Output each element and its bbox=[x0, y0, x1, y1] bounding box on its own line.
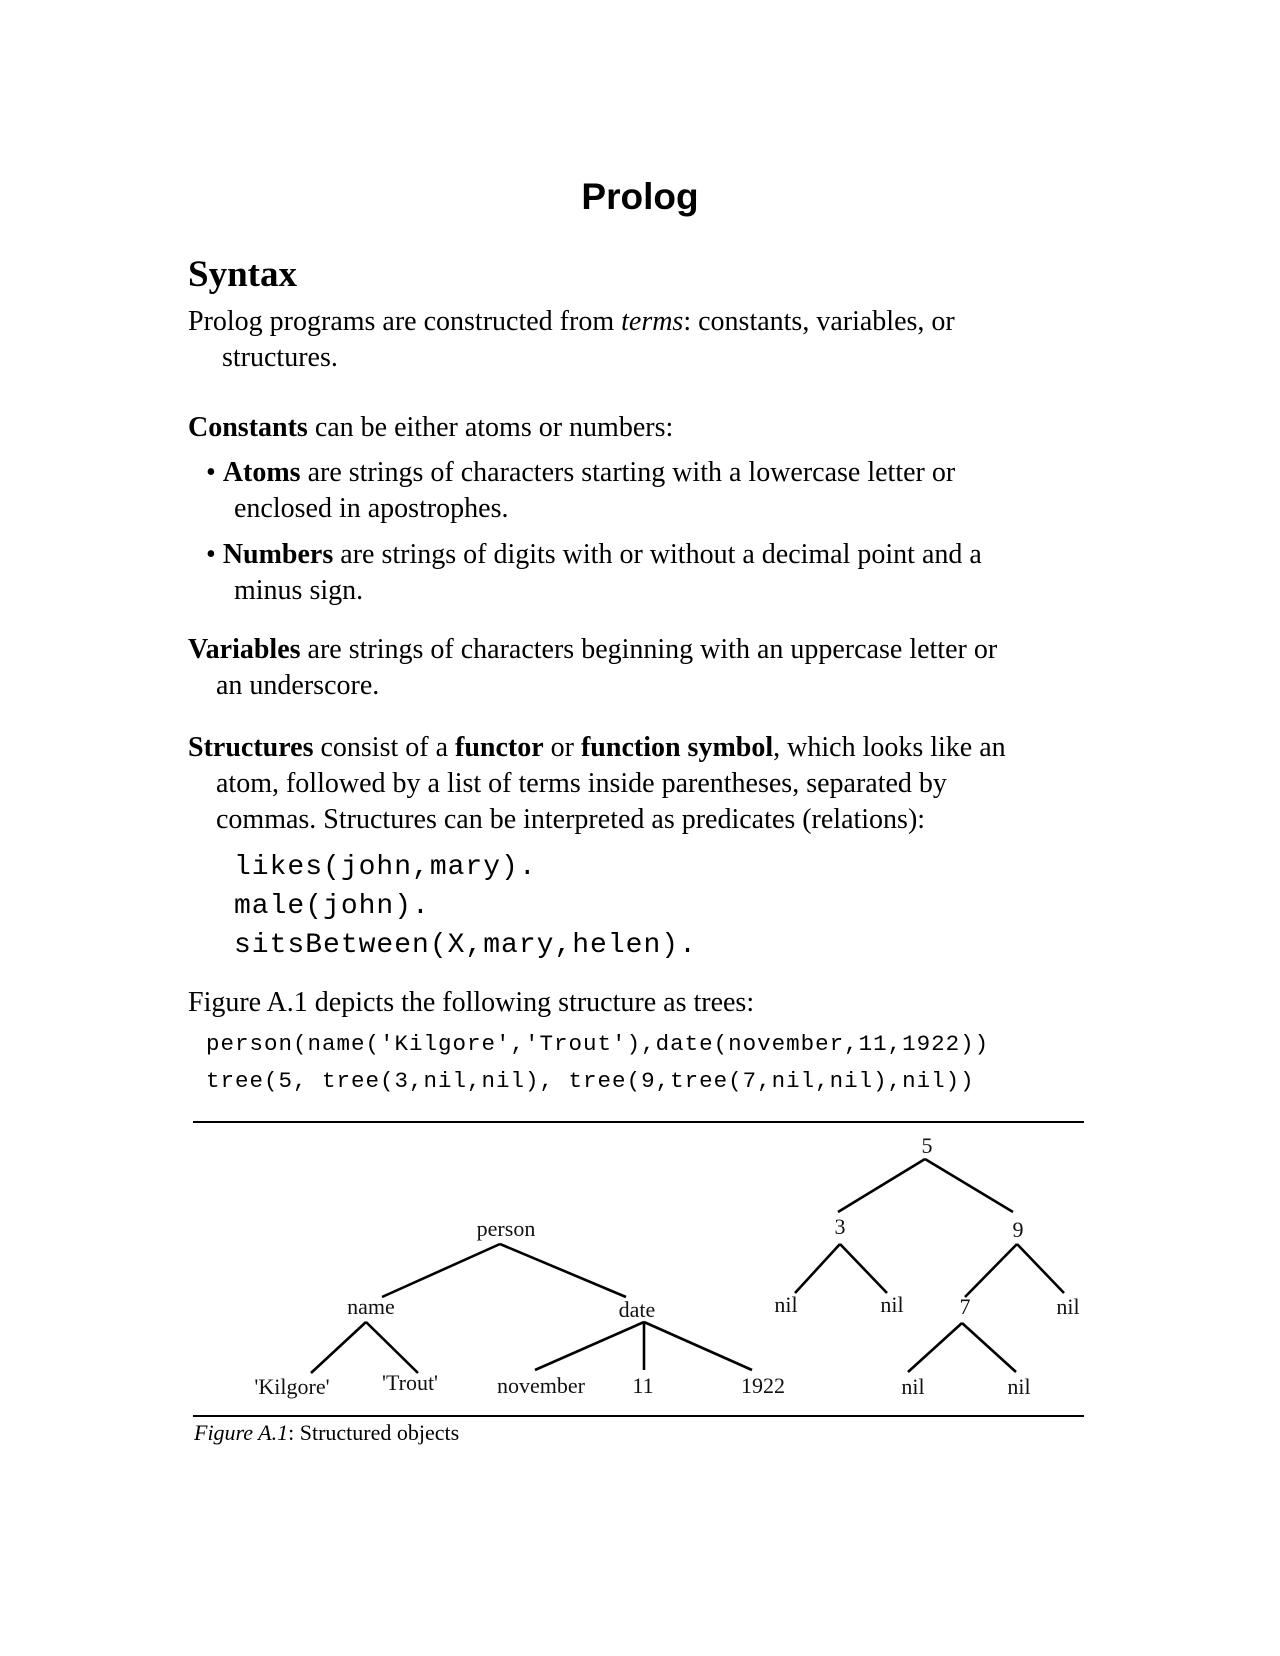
page-title: Prolog bbox=[581, 176, 699, 217]
structures-text3: , which looks like an bbox=[773, 732, 1006, 763]
leaf-november: november bbox=[497, 1373, 585, 1398]
variables-text: are strings of characters beginning with an uppercase letter or bbox=[300, 634, 998, 665]
constants-term: Constants bbox=[188, 412, 308, 443]
bullet-symbol: • bbox=[206, 457, 216, 488]
code-example: likes(john,mary). bbox=[234, 852, 537, 883]
code-example: sitsBetween(X,mary,helen). bbox=[234, 930, 697, 961]
bullet-symbol: • bbox=[206, 539, 216, 570]
structures-text1: consist of a bbox=[313, 732, 455, 763]
tree-edge bbox=[962, 1323, 1016, 1372]
leaf-1922: 1922 bbox=[741, 1373, 785, 1398]
structures-term: Structures bbox=[188, 732, 314, 763]
tree-edge bbox=[535, 1322, 644, 1370]
structures-line2: atom, followed by a list of terms inside parentheses, separated by bbox=[216, 768, 947, 799]
node-3: 3 bbox=[834, 1214, 846, 1239]
caption-label: Figure A.1 bbox=[194, 1420, 289, 1445]
bullet-term-numbers: Numbers bbox=[222, 539, 334, 570]
figure-intro: Figure A.1 depicts the following structure as trees: bbox=[188, 987, 755, 1018]
tree-edge bbox=[500, 1244, 626, 1297]
bullet-text-atoms: are strings of characters starting with a lowercase letter or bbox=[300, 457, 956, 488]
figure-caption bbox=[194, 1420, 459, 1446]
bullet-continuation-atoms: enclosed in apostrophes. bbox=[234, 493, 509, 524]
leaf-nil: nil bbox=[880, 1292, 904, 1317]
leaf-eleven: 11 bbox=[632, 1373, 654, 1398]
functor-term: functor bbox=[455, 732, 544, 763]
leaf-nil: nil bbox=[1007, 1374, 1031, 1399]
variables-term: Variables bbox=[188, 634, 301, 665]
structures-text2: or bbox=[543, 732, 581, 763]
figure-bottom-rule bbox=[193, 1415, 1084, 1417]
figure-code: person(name('Kilgore','Trout'),date(november,11,1922)) bbox=[206, 1031, 990, 1057]
function-symbol-term: function symbol bbox=[580, 732, 774, 763]
tree-edge bbox=[840, 1244, 887, 1293]
node-7: 7 bbox=[959, 1294, 971, 1319]
node-person: person bbox=[476, 1216, 536, 1241]
tree-edge bbox=[965, 1244, 1017, 1297]
tree-edge bbox=[795, 1244, 840, 1293]
intro-text-before: Prolog programs are constructed from bbox=[188, 306, 622, 337]
leaf-nil: nil bbox=[1056, 1294, 1080, 1319]
tree-edge bbox=[908, 1323, 962, 1372]
code-example: male(john). bbox=[234, 891, 430, 922]
node-name: name bbox=[347, 1294, 395, 1319]
bullet-text-numbers: are strings of digits with or without a decimal point and a bbox=[333, 539, 982, 570]
constants-text: can be either atoms or numbers: bbox=[307, 412, 674, 443]
structures-line3: commas. Structures can be interpreted as predicates (relations): bbox=[216, 804, 926, 835]
caption-text: : Structured objects bbox=[288, 1420, 460, 1445]
intro-emphasis: terms bbox=[621, 306, 684, 337]
section-heading: Syntax bbox=[188, 254, 297, 295]
leaf-nil: nil bbox=[901, 1374, 925, 1399]
tree-edge bbox=[838, 1159, 925, 1212]
leaf-trout: 'Trout' bbox=[381, 1370, 439, 1395]
intro-text-after: : constants, variables, or bbox=[683, 306, 955, 337]
tree-edge bbox=[644, 1322, 752, 1370]
node-9: 9 bbox=[1012, 1217, 1024, 1242]
bullet-continuation-numbers: minus sign. bbox=[234, 575, 364, 606]
intro-continuation: structures. bbox=[222, 342, 338, 373]
bullet-term-atoms: Atoms bbox=[222, 457, 301, 488]
tree-edge bbox=[1017, 1244, 1064, 1293]
leaf-kilgore: 'Kilgore' bbox=[254, 1374, 330, 1399]
figure-code: tree(5, tree(3,nil,nil), tree(9,tree(7,nil,nil),nil)) bbox=[206, 1068, 975, 1094]
variables-continuation: an underscore. bbox=[216, 670, 380, 701]
tree-edge bbox=[366, 1322, 418, 1373]
node-5: 5 bbox=[921, 1133, 933, 1158]
tree-edge bbox=[382, 1244, 500, 1297]
node-date: date bbox=[618, 1297, 656, 1322]
leaf-nil: nil bbox=[774, 1292, 798, 1317]
tree-edge bbox=[311, 1322, 366, 1373]
tree-edge bbox=[925, 1159, 1013, 1212]
